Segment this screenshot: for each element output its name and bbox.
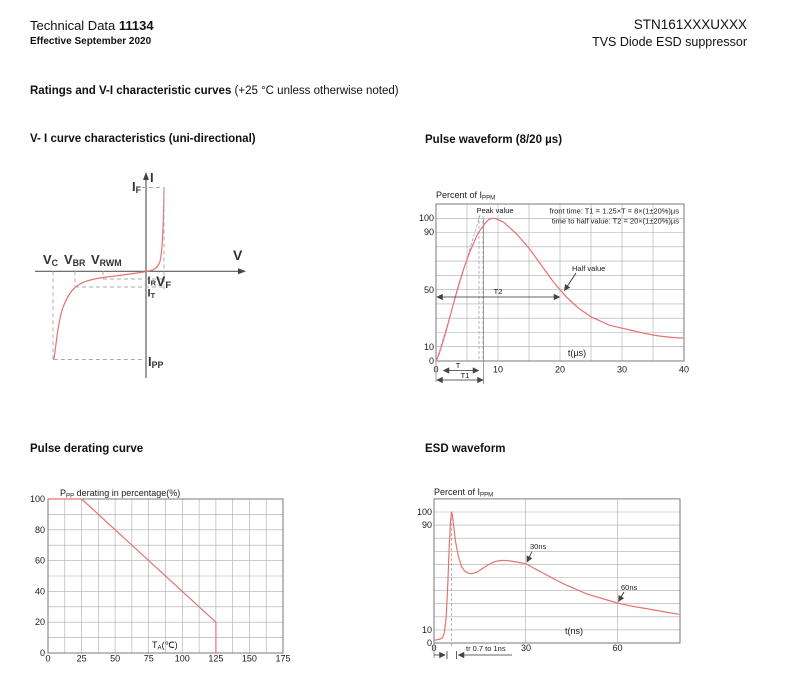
part-number: STN161XXXUXXX (633, 17, 747, 32)
ytick: 100 (418, 213, 434, 223)
doc-effective-date: Effective September 2020 (30, 36, 152, 47)
i-axis-label: I (150, 170, 154, 185)
v-axis-label: V (233, 247, 243, 263)
t-label: T (455, 361, 461, 370)
reverse-curve (54, 272, 146, 360)
xtick: 75 (143, 653, 154, 664)
vbr-label: VBR (64, 252, 86, 268)
xtick: 0 (433, 364, 439, 375)
30ns-label: 30ns (530, 542, 547, 551)
xtick: 25 (76, 653, 87, 664)
vrwm-label: VRWM (91, 252, 122, 268)
it-label: IT (147, 287, 156, 300)
grid-lines (436, 204, 684, 361)
vi-curve-title: V- I curve characteristics (uni-directional) (30, 133, 256, 145)
xtick: 20 (554, 364, 566, 375)
ytick: 10 (421, 625, 432, 635)
pulse-waveform-title: Pulse waveform (8/20 µs) (425, 134, 563, 146)
header-right (592, 17, 747, 49)
grid-lines (434, 499, 680, 643)
esd-curve (434, 512, 679, 640)
vi-curve-diagram (30, 160, 260, 390)
i-axis-arrow-icon (143, 172, 149, 180)
xtick: 0 (431, 643, 437, 653)
v-axis-arrow-icon (238, 268, 246, 274)
esd-xlabel: t(ns) (565, 626, 583, 636)
ytick: 0 (426, 638, 432, 648)
forward-curve (146, 188, 164, 272)
xtick: 125 (208, 653, 224, 664)
vc-label: VC (43, 252, 59, 268)
ytick: 10 (423, 342, 434, 352)
xtick: 30 (520, 643, 532, 653)
esd-waveform-title: ESD waveform (425, 443, 506, 455)
ipp-label: IPP (148, 354, 164, 370)
ytick: 50 (423, 285, 434, 295)
plot-border (434, 499, 680, 643)
esd-waveform-chart (416, 470, 804, 692)
ytick: 40 (34, 586, 45, 597)
header-left (30, 18, 154, 47)
derating-curve-title: Pulse derating curve (30, 443, 144, 455)
doc-title (30, 18, 154, 33)
doc-title-text: Technical Data (30, 18, 119, 33)
pulse-waveform-chart (418, 185, 804, 397)
t1-label: T1 (460, 371, 470, 380)
xtick: 0 (45, 653, 51, 664)
esd-ylabel: Percent of IPPM (434, 487, 494, 499)
vf-label: VF (156, 273, 172, 291)
peak-value-label: Peak value (476, 206, 514, 215)
ytick: 90 (421, 520, 432, 530)
ytick: 0 (39, 648, 45, 658)
xtick: 10 (492, 364, 504, 375)
derating-xlabel: TA(℃) (152, 640, 178, 652)
ytick: 80 (34, 525, 45, 535)
t2-label: T2 (493, 287, 503, 296)
front-time-note: front time: T1 = 1.25×T = 8×(1±20%)µs (549, 206, 679, 216)
if-label: IF (131, 179, 141, 195)
30ns-arrow (527, 552, 532, 563)
half-time-note: time to half value: T2 = 20×(1±20%)µs (551, 216, 679, 226)
pulse-xlabel: t(µs) (567, 348, 587, 358)
ratings-heading-bold: Ratings and V-I characteristic curves (30, 85, 232, 97)
pulse-ylabel: Percent of IPPM (436, 190, 496, 202)
ratings-heading (30, 85, 399, 97)
derating-ylabel: PPP derating in percentage(%) (60, 488, 181, 500)
tr-label: tr 0.7 to 1ns (466, 644, 506, 653)
ytick: 60 (34, 555, 45, 566)
derating-chart (20, 470, 310, 685)
ytick: 100 (29, 494, 45, 504)
xtick: 175 (275, 653, 291, 664)
ytick: 0 (428, 356, 434, 366)
60ns-arrow (619, 592, 625, 602)
xtick: 60 (612, 643, 623, 653)
ytick: 20 (34, 617, 45, 628)
ytick: 90 (423, 227, 434, 237)
doc-number: 11134 (118, 18, 154, 33)
xtick: 40 (678, 364, 690, 375)
xtick: 150 (241, 653, 257, 664)
60ns-label: 60ns (621, 583, 638, 592)
xtick: 50 (110, 653, 121, 664)
xtick: 30 (616, 364, 628, 375)
ytick: 100 (416, 507, 432, 517)
ir-label: IR (147, 275, 156, 288)
half-value-label: Half value (572, 264, 606, 273)
ratings-heading-note: (+25 °C unless otherwise noted) (231, 85, 399, 97)
part-subtitle: TVS Diode ESD suppressor (592, 35, 747, 49)
xtick: 100 (174, 653, 190, 664)
